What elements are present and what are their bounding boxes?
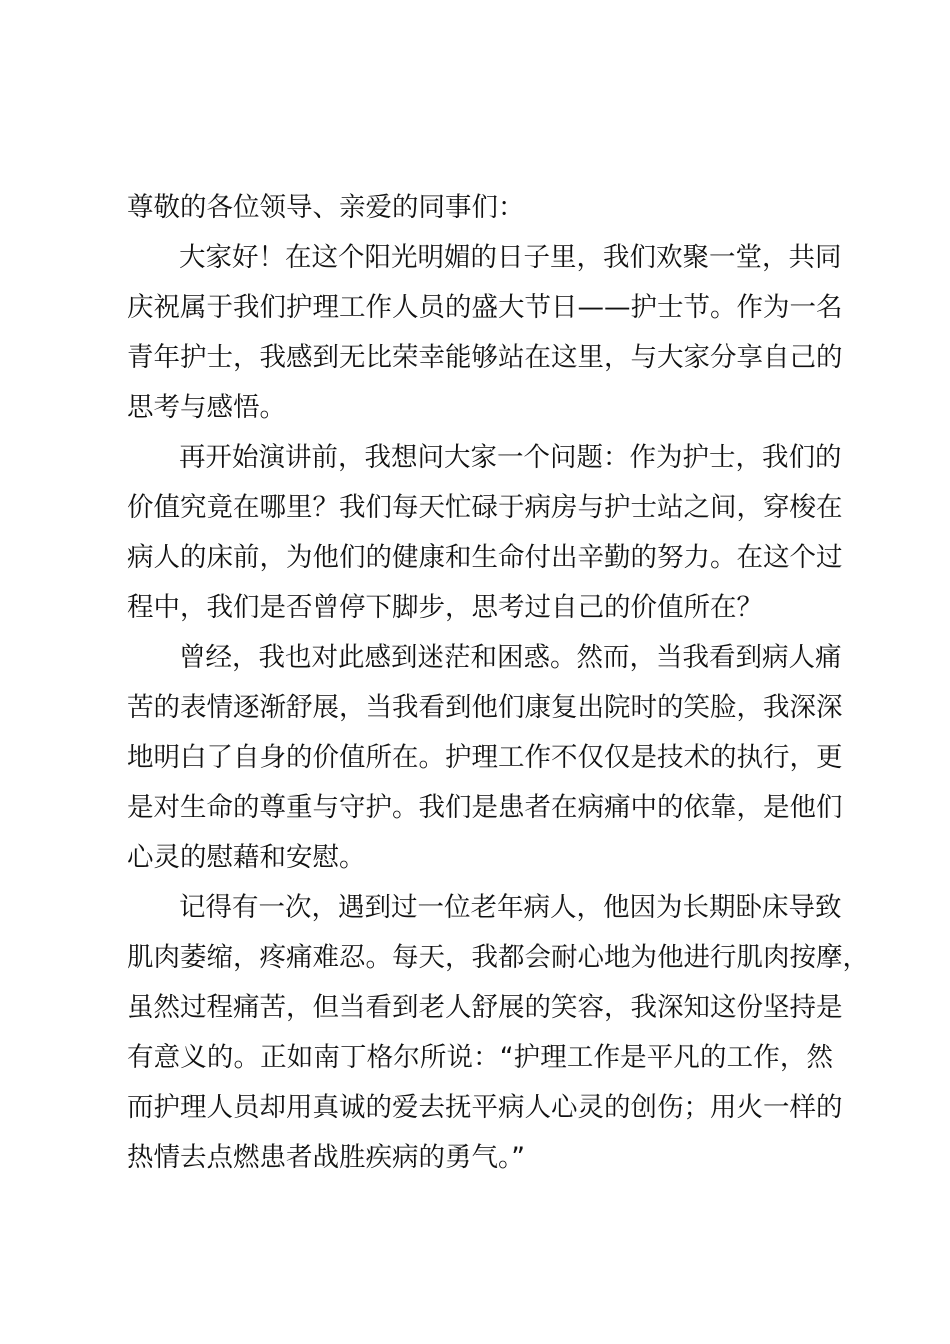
greeting-line: 尊敬的各位领导、亲爱的同事们： [127, 192, 525, 223]
paragraph-2-line-4: 程中，我们是否曾停下脚步，思考过自己的价值所在？ [127, 592, 763, 623]
paragraph-4-line-6: 热情去点燃患者战胜疾病的勇气。” [127, 1142, 525, 1173]
paragraph-4-line-2: 肌肉萎缩，疼痛难忍。每天，我都会耐心地为他进行肌肉按摩， [127, 942, 869, 973]
paragraph-3-line-2: 苦的表情逐渐舒展，当我看到他们康复出院时的笑脸，我深深 [127, 692, 843, 723]
paragraph-3-line-4: 是对生命的尊重与守护。我们是患者在病痛中的依靠，是他们 [127, 792, 843, 823]
paragraph-4-line-4: 有意义的。正如南丁格尔所说：“护理工作是平凡的工作，然 [127, 1042, 833, 1073]
speech-body [127, 183, 869, 1183]
paragraph-3-line-1: 曾经，我也对此感到迷茫和困惑。然而，当我看到病人痛 [179, 642, 842, 673]
paragraph-2-line-1: 再开始演讲前，我想问大家一个问题：作为护士，我们的 [179, 442, 842, 473]
paragraph-3-line-3: 地明白了自身的价值所在。护理工作不仅仅是技术的执行，更 [127, 742, 843, 773]
paragraph-1-line-1: 大家好！在这个阳光明媚的日子里，我们欢聚一堂，共同 [179, 242, 842, 273]
paragraph-4-line-5: 而护理人员却用真诚的爱去抚平病人心灵的创伤；用火一样的 [127, 1092, 843, 1123]
paragraph-2-line-2: 价值究竟在哪里？我们每天忙碌于病房与护士站之间，穿梭在 [127, 492, 843, 523]
paragraph-1-line-3: 青年护士，我感到无比荣幸能够站在这里，与大家分享自己的 [127, 342, 843, 373]
paragraph-1-line-2: 庆祝属于我们护理工作人员的盛大节日——护士节。作为一名 [127, 292, 843, 323]
paragraph-1-line-4: 思考与感悟。 [127, 392, 286, 423]
paragraph-4-line-1: 记得有一次，遇到过一位老年病人，他因为长期卧床导致 [179, 892, 842, 923]
paragraph-2-line-3: 病人的床前，为他们的健康和生命付出辛勤的努力。在这个过 [127, 542, 843, 573]
paragraph-3-line-5: 心灵的慰藉和安慰。 [127, 842, 366, 873]
paragraph-4-line-3: 虽然过程痛苦，但当看到老人舒展的笑容，我深知这份坚持是 [127, 992, 843, 1023]
